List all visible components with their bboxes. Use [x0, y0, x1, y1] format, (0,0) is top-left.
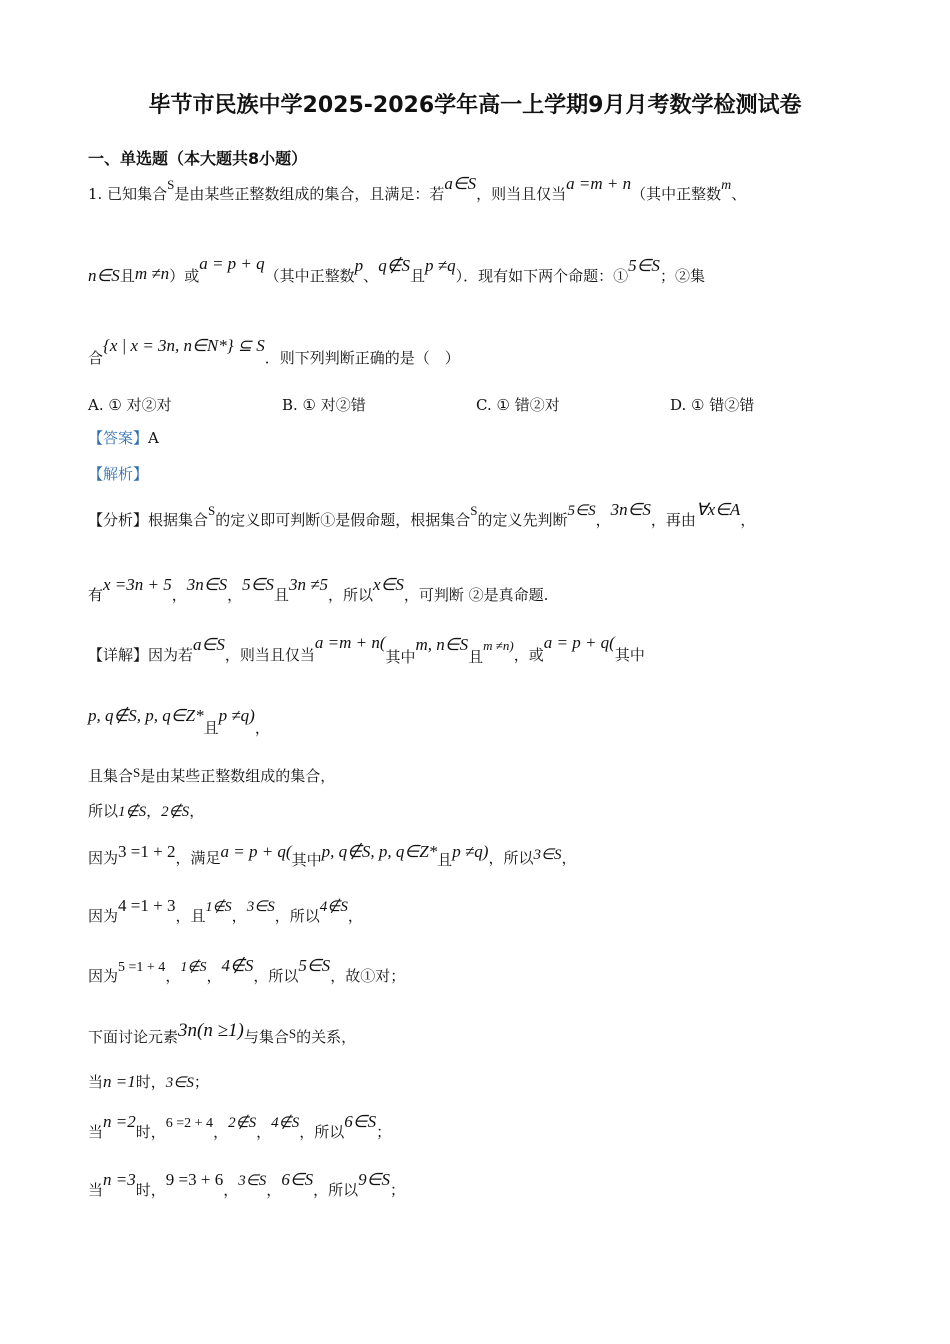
math: n =2: [103, 1112, 136, 1131]
answer-value: A: [148, 429, 159, 447]
math: 3∈S: [246, 899, 275, 915]
math: 4∉S: [221, 956, 254, 975]
detail-line-4: [88, 801, 890, 822]
text: 所以: [88, 802, 119, 820]
question-line-3: [88, 336, 890, 368]
text: 是由某些正整数组成的集合，: [140, 767, 336, 785]
text: ，: [146, 802, 162, 820]
math: a = p + q: [199, 254, 265, 273]
text: ，则当且仅当: [224, 646, 315, 664]
math: 6∈S: [281, 1170, 314, 1189]
math: 9 =3 + 6: [165, 1170, 224, 1189]
math: a = p + q(: [220, 842, 292, 861]
text: ；: [376, 1123, 392, 1141]
text: ，: [561, 849, 577, 867]
text: 当: [88, 1181, 104, 1199]
text: 其中: [385, 648, 416, 666]
text: ；②集: [659, 267, 705, 285]
math: a =m + n: [566, 174, 632, 193]
text: ，满足: [175, 849, 221, 867]
math: 3∈S: [533, 847, 562, 863]
math: 2∉S: [161, 804, 190, 820]
math: a∈S: [193, 635, 225, 654]
option-d: D. ① 错②错: [670, 396, 755, 414]
math: 3n ≠5: [288, 575, 329, 594]
math: p ≠q): [452, 842, 489, 861]
text: 是由某些正整数组成的集合，且满足：若: [174, 185, 445, 203]
text: ，: [223, 1181, 239, 1199]
text: 【详解】因为若: [88, 646, 194, 664]
text: ，: [213, 1123, 229, 1141]
text: ，: [206, 967, 222, 985]
page-title: 毕节市民族中学2025-2026学年高一上学期9月月考数学检测试卷: [148, 93, 802, 118]
text: 且集合: [88, 767, 134, 785]
answer-line: [88, 428, 890, 448]
text: ，所以: [274, 907, 320, 925]
analysis-line-2: [88, 575, 890, 605]
text: 且: [410, 267, 426, 285]
text: ，: [231, 907, 247, 925]
detail-line-6: [88, 896, 890, 928]
text: 其中: [614, 646, 645, 664]
text: 与集合: [243, 1028, 289, 1046]
text: 其中: [291, 851, 322, 869]
text: 的定义先判断: [477, 511, 568, 529]
text: ，可判断 ②是真命题.: [403, 586, 549, 604]
math: a∈S: [444, 174, 477, 193]
text: 1. 已知集合: [88, 185, 168, 203]
math-set: {x | x = 3n, n∈N*} ⊆ S: [103, 336, 265, 355]
math: 3∈S: [238, 1173, 267, 1189]
math: 3n∈S: [610, 500, 651, 519]
text: ，再由: [650, 511, 696, 529]
math: 3n(n ≥1): [178, 1020, 244, 1041]
text: 且: [273, 586, 289, 604]
math: 4∉S: [271, 1115, 300, 1131]
text: 且: [468, 648, 484, 666]
text: ，所以: [299, 1123, 345, 1141]
math: 2∉S: [228, 1115, 257, 1131]
analysis-heading: [88, 464, 890, 484]
text: 因为: [88, 849, 119, 867]
math: p, q∉S, p, q∈Z*: [321, 842, 438, 861]
text: 时，: [135, 1073, 166, 1091]
text: ，所以: [328, 586, 374, 604]
text: ）．现有如下两个命题：①: [455, 267, 629, 285]
detail-line-9: [88, 1072, 890, 1093]
question-line-2: [88, 254, 890, 286]
text: 时，: [135, 1123, 166, 1141]
option-b: B. ① 对②错: [282, 396, 366, 414]
answer-tag: 【答案】: [88, 429, 149, 447]
text: ，: [254, 719, 270, 737]
math: 3∈S: [165, 1075, 194, 1091]
math: 4 =1 + 3: [118, 896, 176, 915]
math: S: [470, 503, 478, 518]
math: m ≠n): [483, 638, 514, 653]
text: 的定义即可判断①是假命题，根据集合: [215, 511, 471, 529]
text: ，且: [175, 907, 206, 925]
math: 1∉S: [205, 900, 232, 915]
detail-line-8: [88, 1020, 890, 1048]
text: 且: [119, 267, 135, 285]
text: ，或: [513, 646, 544, 664]
text: 、: [363, 267, 379, 285]
analysis-line-1: [88, 500, 890, 531]
text: ，所以: [253, 967, 299, 985]
text: 因为: [88, 967, 119, 985]
detail-line-2: [88, 706, 890, 738]
math: x =3n + 5: [103, 575, 172, 594]
math: n∈S: [88, 266, 120, 285]
math: 6 =2 + 4: [165, 1116, 214, 1131]
text: 当: [88, 1123, 104, 1141]
text: ，故①对；: [330, 967, 406, 985]
math: m ≠n: [134, 264, 170, 283]
math: p: [354, 256, 364, 275]
math: 1∉S: [118, 804, 147, 820]
text: ，所以: [313, 1181, 359, 1199]
text: 且: [437, 851, 453, 869]
analysis-tag: 【解析】: [88, 465, 149, 483]
math: 5∈S: [628, 256, 660, 275]
math: S: [208, 503, 216, 518]
text: ，: [266, 1181, 282, 1199]
math: m: [721, 178, 732, 193]
math: q∉S: [378, 256, 410, 275]
detail-line-3: [88, 766, 890, 787]
math: 4∉S: [319, 899, 348, 915]
text: ，: [347, 907, 363, 925]
math: S: [288, 1026, 297, 1041]
math: p ≠q): [218, 706, 255, 725]
detail-line-5: [88, 842, 890, 869]
text: ，: [171, 586, 187, 604]
detail-line-1: [88, 633, 890, 666]
math: ∀x∈A: [695, 500, 741, 519]
text: 时，: [135, 1181, 166, 1199]
math: n =3: [103, 1170, 136, 1189]
math: 1∉S: [180, 960, 207, 975]
text: 且: [203, 719, 219, 737]
text: ，: [256, 1123, 272, 1141]
text: 下面讨论元素: [88, 1028, 179, 1046]
math: n =1: [103, 1072, 136, 1091]
detail-line-7: [88, 956, 890, 988]
text: 【分析】根据集合: [88, 511, 209, 529]
math: 5∈S: [567, 503, 596, 519]
math: p ≠q: [425, 256, 456, 275]
text: ，: [595, 511, 611, 529]
math: 5∈S: [298, 956, 331, 975]
text: 的关系，: [296, 1028, 357, 1046]
math: S: [167, 177, 175, 192]
option-a: A. ① 对②对: [88, 396, 172, 414]
text: ）或: [169, 267, 200, 285]
text: ，: [227, 586, 243, 604]
text: ，: [165, 967, 181, 985]
question-line-1: [88, 174, 890, 206]
detail-line-11: [88, 1170, 890, 1201]
text: 因为: [88, 907, 119, 925]
text: ；: [389, 1181, 405, 1199]
math: S: [133, 765, 141, 780]
text: ，: [189, 802, 205, 820]
text: ；: [193, 1073, 209, 1091]
section-heading: 一、单选题（本大题共8小题）: [88, 149, 308, 168]
text: ．则下列判断正确的是（ ）: [264, 349, 460, 367]
math: 5∈S: [242, 575, 274, 594]
text: 当: [88, 1073, 104, 1091]
text: （其中正整数: [631, 185, 722, 203]
text: 合: [88, 349, 104, 367]
text: （其中正整数: [264, 267, 355, 285]
text: 有: [88, 586, 104, 604]
math: p, q∉S, p, q∈Z*: [88, 706, 204, 725]
math: a = p + q(: [543, 633, 615, 652]
math: 6∈S: [344, 1112, 377, 1131]
detail-line-10: [88, 1112, 890, 1144]
text: ，所以: [488, 849, 534, 867]
option-c: C. ① 错②对: [476, 396, 560, 414]
text: 、: [731, 185, 747, 203]
math: 3 =1 + 2: [118, 842, 176, 861]
math: 5 =1 + 4: [118, 960, 166, 975]
math: 9∈S: [358, 1170, 390, 1189]
math: x∈S: [373, 575, 404, 594]
math: m, n∈S: [415, 635, 469, 654]
math: a =m + n(: [314, 633, 386, 652]
text: ，: [740, 511, 756, 529]
math: 3n∈S: [186, 575, 228, 594]
text: ，则当且仅当: [476, 185, 567, 203]
